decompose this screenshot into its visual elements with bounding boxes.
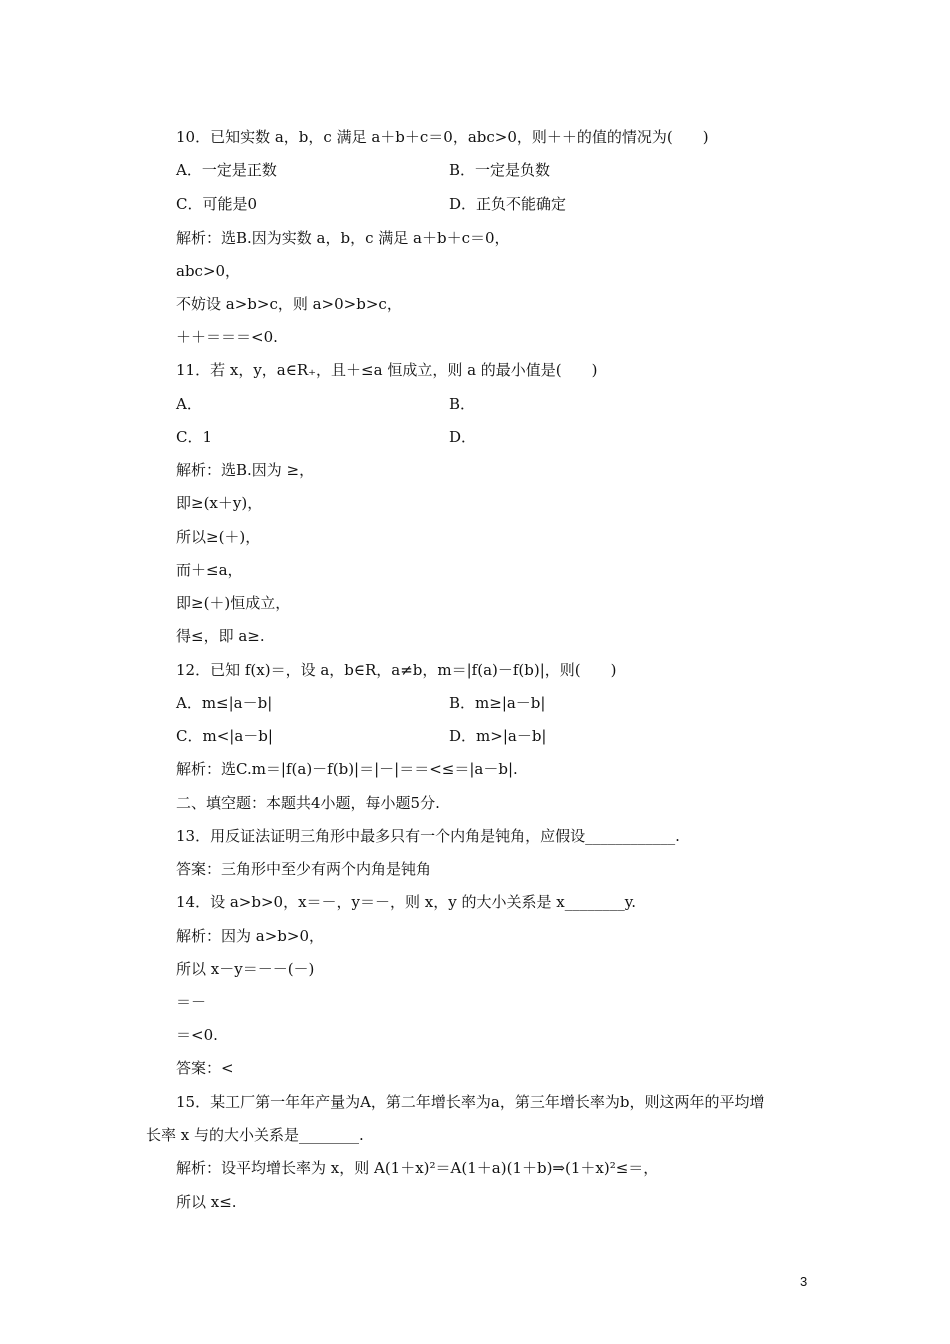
q10-option-c: C．可能是0 [176,195,258,213]
q13-stem: 13．用反证法证明三角形中最多只有一个内角是钝角，应假设____________. [176,827,680,845]
q13-answer: 答案：三角形中至少有两个内角是钝角 [176,860,432,878]
section-heading: 二、填空题：本题共4小题，每小题5分. [176,794,440,812]
q10-stem: 10．已知实数 a，b，c 满足 a＋b＋c＝0，abc>0，则＋＋的值的情况为( ) [176,128,709,146]
q11-solution-line-5: 即≥(＋)恒成立， [176,594,291,612]
q12-solution-line-1: 解析：选C.m＝|f(a)－f(b)|＝|－|＝＝<≤＝|a－b|. [176,760,518,778]
q10-solution-line-3: 不妨设 a>b>c，则 a>0>b>c， [176,295,402,313]
q14-solution-line-4: ＝<0. [176,1026,218,1044]
q11-option-c: C．1 [176,428,213,446]
q11-option-a: A． [176,395,202,413]
q14-solution-line-2: 所以 x－y＝－－(－) [176,960,315,978]
q15-solution-line-2: 所以 x≤. [176,1193,237,1211]
q11-option-b: B． [449,395,476,413]
q11-solution-line-1: 解析：选B.因为 ≥， [176,461,315,479]
q14-stem: 14．设 a>b>0，x＝－，y＝－，则 x，y 的大小关系是 x________y. [176,893,636,911]
q15-stem-line-2: 长率 x 与的大小关系是________. [146,1126,364,1144]
q11-solution-line-6: 得≤，即 a≥. [176,627,265,645]
q11-solution-line-4: 而＋≤a， [176,561,243,579]
q14-answer: 答案：< [176,1059,234,1077]
q10-solution-line-1: 解析：选B.因为实数 a，b，c 满足 a＋b＋c＝0， [176,229,510,247]
q12-option-a: A．m≤|a－b| [176,694,273,712]
q12-option-d: D．m>|a－b| [449,727,547,745]
q14-solution-line-1: 解析：因为 a>b>0， [176,927,324,945]
q12-stem: 12．已知 f(x)＝，设 a，b∈R，a≠b，m＝|f(a)－f(b)|，则( ) [176,661,617,679]
page-number: 3 [800,1274,808,1289]
q11-solution-line-2: 即≥(x＋y)， [176,494,263,512]
q15-solution-line-1: 解析：设平均增长率为 x，则 A(1＋x)²＝A(1＋a)(1＋b)⇒(1＋x)²≤＝， [176,1159,659,1177]
q11-stem: 11．若 x，y，a∈R₊，且＋≤a 恒成立，则 a 的最小值是( ) [176,361,598,379]
q10-option-b: B．一定是负数 [449,161,551,179]
q11-option-d: D． [449,428,477,446]
q14-solution-line-3: ＝－ [176,993,207,1011]
q12-option-c: C．m<|a－b| [176,727,273,745]
q12-option-b: B．m≥|a－b| [449,694,546,712]
q10-solution-line-2: abc>0， [176,262,241,280]
q11-solution-line-3: 所以≥(＋)， [176,528,261,546]
q10-option-d: D．正负不能确定 [449,195,567,213]
q10-option-a: A．一定是正数 [176,161,277,179]
q15-stem-line-1: 15．某工厂第一年年产量为A，第二年增长率为a，第三年增长率为b，则这两年的平均增 [176,1093,765,1111]
q10-solution-line-4: ＋＋＝＝＝<0. [176,328,278,346]
